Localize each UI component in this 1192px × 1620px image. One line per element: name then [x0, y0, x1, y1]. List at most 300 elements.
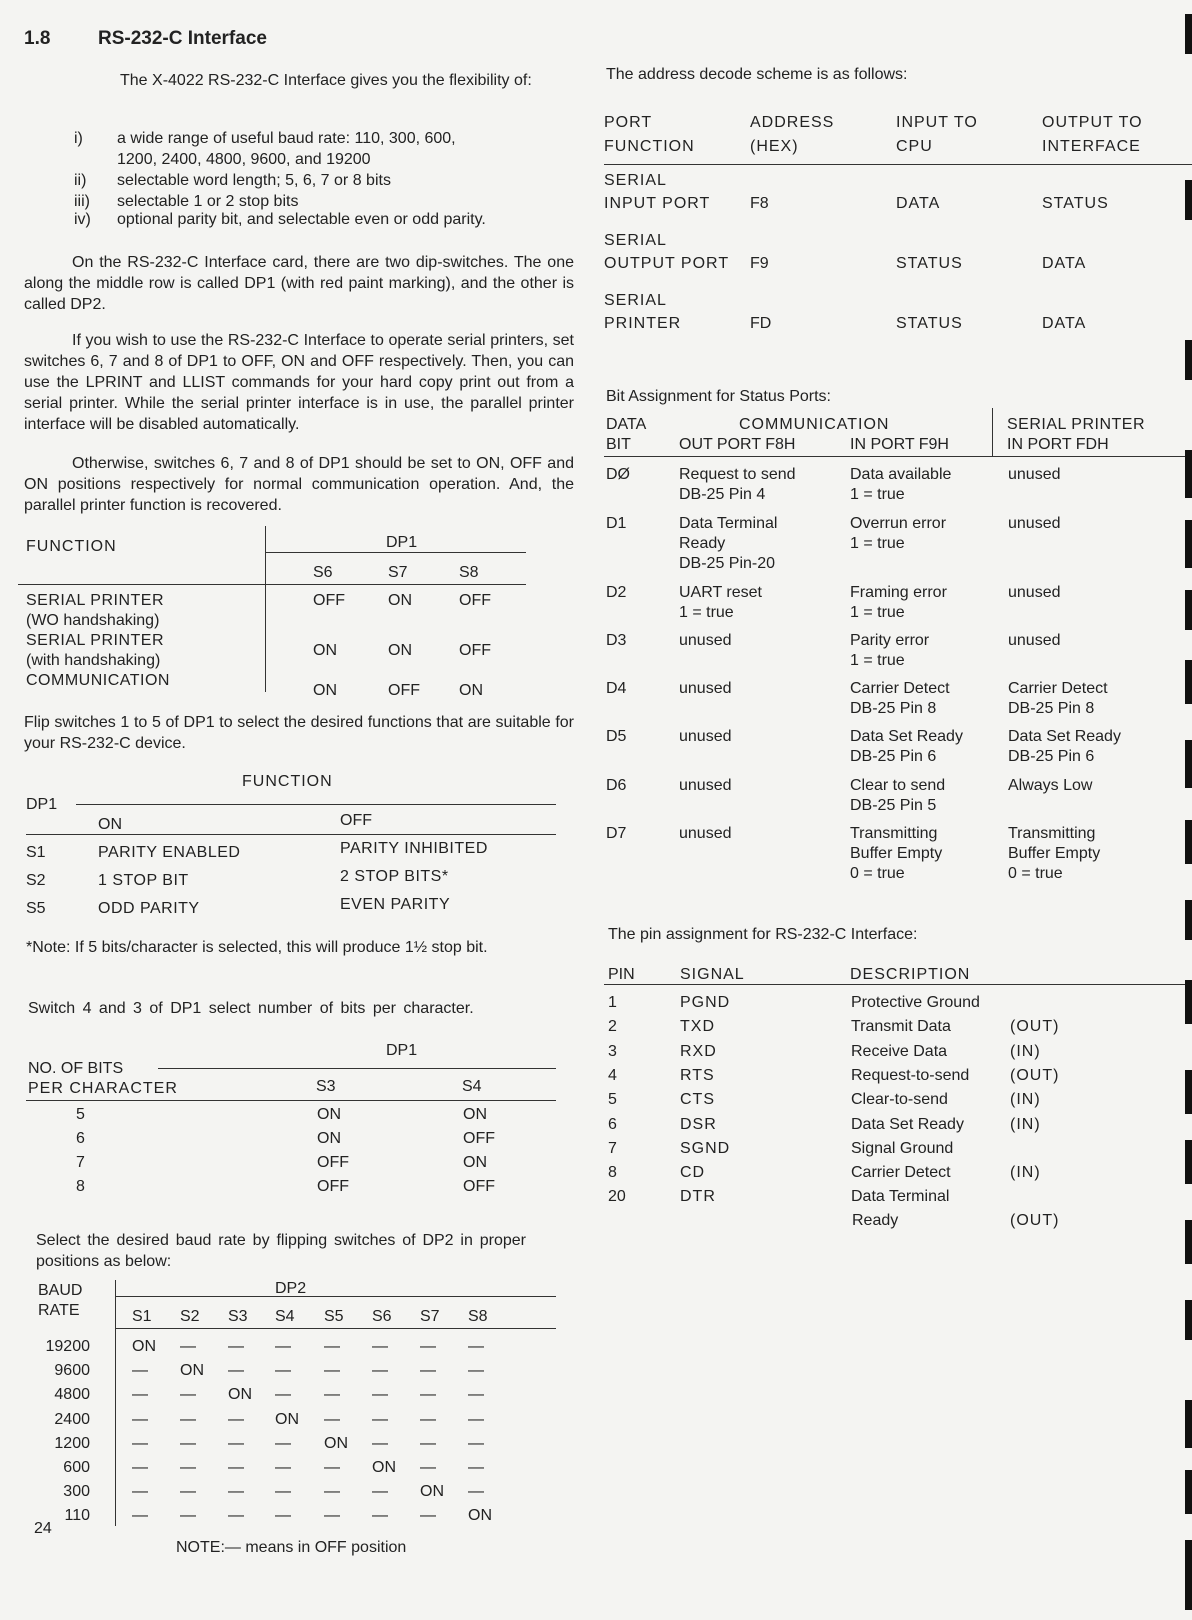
rule-line — [604, 164, 1192, 165]
rule-line — [26, 834, 556, 835]
signal-description: Protective Ground — [851, 994, 980, 1011]
binder-mark — [1185, 1070, 1192, 1114]
binder-mark — [1185, 520, 1192, 568]
bits-count: 8 — [76, 1178, 85, 1195]
signal-direction: (OUT) — [1010, 1066, 1060, 1084]
in-port-desc: 0 = true — [850, 865, 905, 882]
baud-rate: 4800 — [54, 1386, 90, 1404]
group-header: DP1 — [386, 1042, 418, 1059]
rule-line — [604, 984, 1192, 985]
rule-line — [116, 1296, 556, 1297]
output-to-interface: DATA — [1042, 315, 1087, 332]
switch-on: ON — [372, 1459, 396, 1476]
switch-value: OFF — [317, 1178, 349, 1195]
out-port-desc: unused — [679, 728, 732, 745]
in-port-desc: Clear to send — [850, 777, 946, 794]
column-header: DP1 — [26, 796, 58, 813]
switch-off: — — [324, 1338, 340, 1355]
column-header: DATA — [606, 416, 647, 433]
printer-port-desc: Buffer Empty — [1008, 845, 1101, 862]
switch-header: S4 — [462, 1078, 482, 1095]
switch-off: — — [228, 1483, 244, 1501]
feature-text: selectable 1 or 2 stop bits — [117, 193, 299, 210]
binder-mark — [1185, 1220, 1192, 1264]
switch-off: — — [468, 1483, 484, 1501]
column-header: (HEX) — [750, 138, 799, 155]
in-port-desc: DB-25 Pin 5 — [850, 797, 937, 814]
switch-value: OFF — [463, 1130, 495, 1147]
signal-name: PGND — [680, 994, 731, 1011]
data-bit: D1 — [606, 515, 627, 532]
out-port-desc: 1 = true — [679, 604, 734, 621]
pin-number: 6 — [608, 1115, 617, 1133]
column-header: CPU — [896, 138, 933, 155]
binder-mark — [1185, 1140, 1192, 1184]
rule-line — [604, 456, 1192, 457]
section-number: 1.8 — [24, 28, 51, 49]
data-bit: DØ — [606, 466, 630, 483]
signal-direction: (IN) — [1010, 1115, 1041, 1133]
switch-label: S2 — [26, 872, 46, 889]
off-position-note: NOTE:— means in OFF position — [176, 1539, 407, 1556]
switch-off: — — [420, 1459, 436, 1476]
switch-off: — — [132, 1434, 148, 1452]
switch-off: — — [275, 1507, 291, 1525]
function-name: COMMUNICATION — [26, 672, 170, 689]
pin-number: 2 — [608, 1018, 617, 1036]
bits-count: 6 — [76, 1130, 85, 1147]
switch-value: OFF — [317, 1154, 349, 1171]
rule-line — [265, 526, 266, 692]
pin-number: 5 — [608, 1091, 617, 1109]
switch-off: — — [468, 1459, 484, 1476]
switch43-paragraph: Switch 4 and 3 of DP1 select number of bits per character. — [28, 1000, 474, 1017]
switch-off: — — [180, 1434, 196, 1452]
switch-off: — — [180, 1459, 196, 1476]
feature-text: a wide range of useful baud rate: 110, 300, 600, — [117, 130, 456, 147]
switch-off: — — [372, 1434, 388, 1452]
binder-mark — [1185, 1400, 1192, 1448]
switch-on: ON — [180, 1362, 204, 1380]
port-function: SERIAL — [604, 172, 667, 189]
switch-off: — — [468, 1338, 484, 1355]
signal-direction: (OUT) — [1010, 1018, 1060, 1036]
pin-number: 3 — [608, 1042, 617, 1060]
out-port-desc: unused — [679, 680, 732, 697]
signal-name: TXD — [680, 1018, 715, 1036]
feature-number: ii) — [74, 172, 87, 189]
column-header: BIT — [606, 436, 631, 453]
port-function: OUTPUT PORT — [604, 255, 730, 272]
rule-line — [992, 408, 993, 456]
column-header: PIN — [608, 966, 635, 983]
out-port-desc: unused — [679, 777, 732, 794]
on-function: ODD PARITY — [98, 900, 200, 917]
binder-mark — [1185, 590, 1192, 630]
switch-off: — — [468, 1410, 484, 1428]
switch-off: — — [324, 1410, 340, 1428]
switch-off: — — [275, 1483, 291, 1501]
data-bit: D4 — [606, 680, 627, 697]
switch-value: OFF — [463, 1178, 495, 1195]
switch-off: — — [372, 1507, 388, 1525]
in-port-desc: 1 = true — [850, 652, 905, 669]
switch-off: — — [468, 1386, 484, 1404]
function-name: SERIAL PRINTER — [26, 592, 164, 609]
data-bit: D7 — [606, 825, 627, 842]
switch-off: — — [180, 1483, 196, 1501]
feature-text: 1200, 2400, 4800, 9600, and 19200 — [117, 151, 371, 168]
column-header: INPUT TO — [896, 114, 978, 131]
switch-off: — — [420, 1434, 436, 1452]
in-port-desc: Data Set Ready — [850, 728, 963, 745]
switch-off: — — [372, 1386, 388, 1404]
switch-off: — — [132, 1507, 148, 1525]
switch-off: — — [324, 1507, 340, 1525]
signal-description: Transmit Data — [851, 1018, 951, 1036]
function-note: (WO handshaking) — [26, 612, 160, 629]
printer-port-desc: Carrier Detect — [1008, 680, 1108, 697]
switch-off: — — [228, 1434, 244, 1452]
switch-value: ON — [388, 642, 412, 659]
data-bit: D3 — [606, 632, 627, 649]
printer-port-desc: 0 = true — [1008, 865, 1063, 882]
pin-number: 4 — [608, 1066, 617, 1084]
switch-value: ON — [388, 592, 412, 609]
data-bit: D2 — [606, 584, 627, 601]
binder-mark — [1185, 1470, 1192, 1514]
switch-off: — — [228, 1459, 244, 1476]
column-header: SIGNAL — [680, 966, 745, 983]
group-header: DP1 — [386, 534, 418, 551]
printer-port-desc: unused — [1008, 632, 1061, 649]
feature-text: optional parity bit, and selectable even or odd parity. — [117, 211, 486, 228]
printer-port-desc: DB-25 Pin 6 — [1008, 748, 1095, 765]
switch-off: — — [228, 1507, 244, 1525]
group-header: DP2 — [275, 1280, 307, 1297]
baud-paragraph: Select the desired baud rate by flipping switches of DP2 in proper positions as below: — [36, 1232, 526, 1270]
baud-rate: 300 — [63, 1483, 90, 1501]
in-port-desc: Data available — [850, 466, 952, 483]
bits-count: 7 — [76, 1154, 85, 1171]
printer-port-desc: Data Set Ready — [1008, 728, 1121, 745]
switch-value: ON — [459, 682, 483, 699]
page-number: 24 — [34, 1520, 52, 1537]
signal-description: Data Set Ready — [851, 1115, 964, 1133]
port-function: SERIAL — [604, 232, 667, 249]
signal-name: RTS — [680, 1066, 715, 1084]
baud-rate: 1200 — [54, 1434, 90, 1452]
switch-off: — — [372, 1483, 388, 1501]
pin-assignment-intro: The pin assignment for RS-232-C Interface: — [608, 926, 918, 943]
switch-off: — — [420, 1386, 436, 1404]
address-hex: F8 — [750, 195, 769, 212]
column-header: IN PORT FDH — [1007, 436, 1109, 453]
out-port-desc: Data Terminal — [679, 515, 778, 532]
address-intro: The address decode scheme is as follows: — [606, 66, 908, 83]
in-port-desc: Framing error — [850, 584, 947, 601]
column-header: RATE — [38, 1302, 80, 1319]
input-to-cpu: STATUS — [896, 255, 963, 272]
in-port-desc: Carrier Detect — [850, 680, 950, 697]
switch-on: ON — [468, 1507, 492, 1525]
off-function: EVEN PARITY — [340, 896, 451, 913]
signal-direction: (IN) — [1010, 1091, 1041, 1109]
feature-number: iii) — [74, 193, 90, 210]
printer-port-desc: unused — [1008, 515, 1061, 532]
out-port-desc: unused — [679, 825, 732, 842]
flip-paragraph: Flip switches 1 to 5 of DP1 to select the desired functions that are suitable for your RS-232-C device. — [24, 714, 574, 752]
binder-mark — [1185, 740, 1192, 788]
intro-paragraph: The X-4022 RS-232-C Interface gives you the flexibility of: — [120, 72, 532, 89]
switch-off: — — [275, 1362, 291, 1380]
switch-header: S4 — [275, 1308, 295, 1325]
column-header: IN PORT F9H — [850, 436, 949, 453]
binder-mark — [1185, 1300, 1192, 1340]
switch-label: S5 — [26, 900, 46, 917]
off-function: 2 STOP BITS* — [340, 868, 449, 885]
switch-on: ON — [228, 1386, 252, 1404]
switch-off: — — [420, 1338, 436, 1355]
feature-number: i) — [74, 130, 83, 147]
switch-value: ON — [313, 642, 337, 659]
switch-off: — — [180, 1507, 196, 1525]
switch-off: — — [132, 1410, 148, 1428]
off-function: PARITY INHIBITED — [340, 840, 488, 857]
out-port-desc: Request to send — [679, 466, 796, 483]
column-header: COMMUNICATION — [739, 416, 890, 433]
data-bit: D5 — [606, 728, 627, 745]
pin-number: 8 — [608, 1164, 617, 1182]
printer-port-desc: unused — [1008, 466, 1061, 483]
switch-on: ON — [324, 1434, 348, 1452]
in-port-desc: DB-25 Pin 6 — [850, 748, 937, 765]
switch-off: — — [132, 1459, 148, 1476]
output-to-interface: STATUS — [1042, 195, 1109, 212]
switch-header: S7 — [388, 564, 408, 581]
switch-value: OFF — [388, 682, 420, 699]
function-note: (with handshaking) — [26, 652, 161, 669]
switch-off: — — [324, 1386, 340, 1404]
switch-value: OFF — [459, 642, 491, 659]
switch-off: — — [132, 1386, 148, 1404]
switch-header: S3 — [316, 1078, 336, 1095]
signal-name: CTS — [680, 1091, 715, 1109]
switch-off: — — [420, 1362, 436, 1380]
column-header: FUNCTION — [242, 773, 333, 790]
switch-header: S3 — [228, 1308, 248, 1325]
printer-paragraph: If you wish to use the RS-232-C Interface to operate serial printers, set switches 6, 7 and 8 of DP1 to OFF, ON and OFF respectively. Then, you can use the LPRINT and LLIST commands for your hard copy print out from a serial printer. While the serial printer interface is in use, the parallel printer interface will be disabled automatically. — [24, 332, 574, 433]
switch-on: ON — [132, 1338, 156, 1355]
in-port-desc: 1 = true — [850, 535, 905, 552]
on-function: PARITY ENABLED — [98, 844, 241, 861]
rule-line — [26, 1100, 556, 1101]
column-header: FUNCTION — [604, 138, 695, 155]
signal-name: SGND — [680, 1139, 731, 1157]
signal-name: RXD — [680, 1042, 717, 1060]
column-header: INTERFACE — [1042, 138, 1141, 155]
switch-off: — — [132, 1362, 148, 1380]
in-port-desc: Transmitting — [850, 825, 938, 842]
switch-header: S1 — [132, 1308, 152, 1325]
port-function: INPUT PORT — [604, 195, 711, 212]
output-to-interface: DATA — [1042, 255, 1087, 272]
baud-rate: 9600 — [54, 1362, 90, 1380]
switch-header: S6 — [313, 564, 333, 581]
printer-port-desc: DB-25 Pin 8 — [1008, 700, 1095, 717]
stop-bit-note: *Note: If 5 bits/character is selected, this will produce 1½ stop bit. — [26, 939, 488, 956]
out-port-desc: unused — [679, 632, 732, 649]
column-header: DESCRIPTION — [850, 966, 971, 983]
switch-off: — — [324, 1483, 340, 1501]
pin-number: 20 — [608, 1188, 626, 1206]
signal-description: Carrier Detect — [851, 1164, 951, 1182]
switch-header: S8 — [459, 564, 479, 581]
feature-text: selectable word length; 5, 6, 7 or 8 bits — [117, 172, 391, 189]
signal-name: CD — [680, 1164, 706, 1182]
binder-mark — [1185, 340, 1192, 380]
switch-off: — — [228, 1338, 244, 1355]
switch-off: — — [420, 1507, 436, 1525]
address-hex: FD — [750, 315, 772, 332]
function-name: SERIAL PRINTER — [26, 632, 164, 649]
address-hex: F9 — [750, 255, 769, 272]
binder-mark — [1185, 14, 1192, 54]
switch-header: S8 — [468, 1308, 488, 1325]
switch-off: — — [468, 1362, 484, 1380]
data-bit: D6 — [606, 777, 627, 794]
out-port-desc: UART reset — [679, 584, 762, 601]
column-header: SERIAL PRINTER — [1007, 416, 1145, 433]
switch-header: S2 — [180, 1308, 200, 1325]
column-header: PORT — [604, 114, 653, 131]
switch-header: S6 — [372, 1308, 392, 1325]
signal-direction: (IN) — [1010, 1042, 1041, 1060]
switch-off: — — [180, 1338, 196, 1355]
switch-value: ON — [313, 682, 337, 699]
column-header: FUNCTION — [26, 538, 117, 555]
input-to-cpu: DATA — [896, 195, 941, 212]
column-header: OFF — [340, 812, 372, 829]
column-header: OUT PORT F8H — [679, 436, 796, 453]
signal-description: Request-to-send — [851, 1066, 970, 1084]
binder-mark — [1185, 900, 1192, 940]
switch-off: — — [228, 1362, 244, 1380]
baud-rate: 110 — [64, 1507, 90, 1525]
binder-mark — [1185, 450, 1192, 498]
feature-number: iv) — [74, 211, 91, 228]
baud-rate: 2400 — [54, 1410, 90, 1428]
in-port-desc: DB-25 Pin 8 — [850, 700, 937, 717]
binder-mark — [1185, 660, 1192, 704]
switch-on: ON — [275, 1410, 299, 1428]
signal-description: Clear-to-send — [851, 1091, 948, 1109]
signal-direction: (IN) — [1010, 1164, 1041, 1182]
switch-off: — — [275, 1386, 291, 1404]
binder-mark — [1185, 980, 1192, 1024]
signal-description: Receive Data — [851, 1042, 948, 1060]
signal-name: DSR — [680, 1115, 717, 1133]
out-port-desc: Ready — [679, 535, 726, 552]
binder-mark — [1185, 1580, 1192, 1610]
switch-off: — — [275, 1434, 291, 1452]
rule-line — [116, 1328, 556, 1329]
signal-description: Data Terminal — [851, 1188, 950, 1206]
column-header: BAUD — [38, 1282, 83, 1299]
out-port-desc: DB-25 Pin 4 — [679, 486, 766, 503]
switch-off: — — [324, 1362, 340, 1380]
dip-switch-paragraph: On the RS-232-C Interface card, there are two dip-switches. The one along the middle row is called DP1 (with red paint marking), and the other is called DP2. — [24, 254, 574, 313]
signal-description: Signal Ground — [851, 1139, 954, 1157]
switch-off: — — [372, 1338, 388, 1355]
rule-line — [115, 1280, 116, 1526]
in-port-desc: Buffer Empty — [850, 845, 943, 862]
switch-value: OFF — [313, 592, 345, 609]
switch-header: S5 — [324, 1308, 344, 1325]
out-port-desc: DB-25 Pin-20 — [679, 555, 776, 572]
pin-number: 1 — [608, 994, 617, 1011]
in-port-desc: Overrun error — [850, 515, 947, 532]
column-header: ADDRESS — [750, 114, 835, 131]
input-to-cpu: STATUS — [896, 315, 963, 332]
printer-port-desc: Always Low — [1008, 777, 1093, 794]
switch-value: ON — [317, 1130, 341, 1147]
baud-rate: 19200 — [45, 1338, 90, 1355]
signal-direction: (OUT) — [1010, 1212, 1060, 1229]
printer-port-desc: unused — [1008, 584, 1061, 601]
binder-mark — [1185, 180, 1192, 220]
rule-line — [76, 804, 556, 805]
port-function: SERIAL — [604, 292, 667, 309]
section-title: RS-232-C Interface — [98, 28, 267, 49]
column-header: PER CHARACTER — [28, 1080, 178, 1097]
column-header: OUTPUT TO — [1042, 114, 1143, 131]
switch-label: S1 — [26, 844, 46, 861]
switch-off: — — [180, 1410, 196, 1428]
bit-assignment-intro: Bit Assignment for Status Ports: — [606, 388, 831, 405]
in-port-desc: 1 = true — [850, 604, 905, 621]
switch-value: ON — [463, 1154, 487, 1171]
switch-off: — — [275, 1338, 291, 1355]
port-function: PRINTER — [604, 315, 682, 332]
switch-off: — — [468, 1434, 484, 1452]
switch-value: ON — [463, 1106, 487, 1123]
switch-header: S7 — [420, 1308, 440, 1325]
binder-mark — [1185, 820, 1192, 864]
switch-off: — — [180, 1386, 196, 1404]
bits-count: 5 — [76, 1106, 85, 1123]
rule-line — [266, 552, 526, 553]
printer-port-desc: Transmitting — [1008, 825, 1096, 842]
in-port-desc: 1 = true — [850, 486, 905, 503]
in-port-desc: Parity error — [850, 632, 930, 649]
switch-off: — — [228, 1410, 244, 1428]
on-function: 1 STOP BIT — [98, 872, 189, 889]
baud-rate: 600 — [63, 1459, 90, 1476]
column-header: ON — [98, 816, 122, 833]
rule-line — [18, 584, 526, 585]
switch-off: — — [324, 1459, 340, 1476]
rule-line — [158, 1068, 556, 1069]
switch-value: OFF — [459, 592, 491, 609]
signal-description: Ready — [852, 1212, 899, 1229]
switch-off: — — [372, 1362, 388, 1380]
switch-value: ON — [317, 1106, 341, 1123]
signal-name: DTR — [680, 1188, 716, 1206]
switch-off: — — [420, 1410, 436, 1428]
switch-off: — — [275, 1459, 291, 1476]
pin-number: 7 — [608, 1139, 617, 1157]
